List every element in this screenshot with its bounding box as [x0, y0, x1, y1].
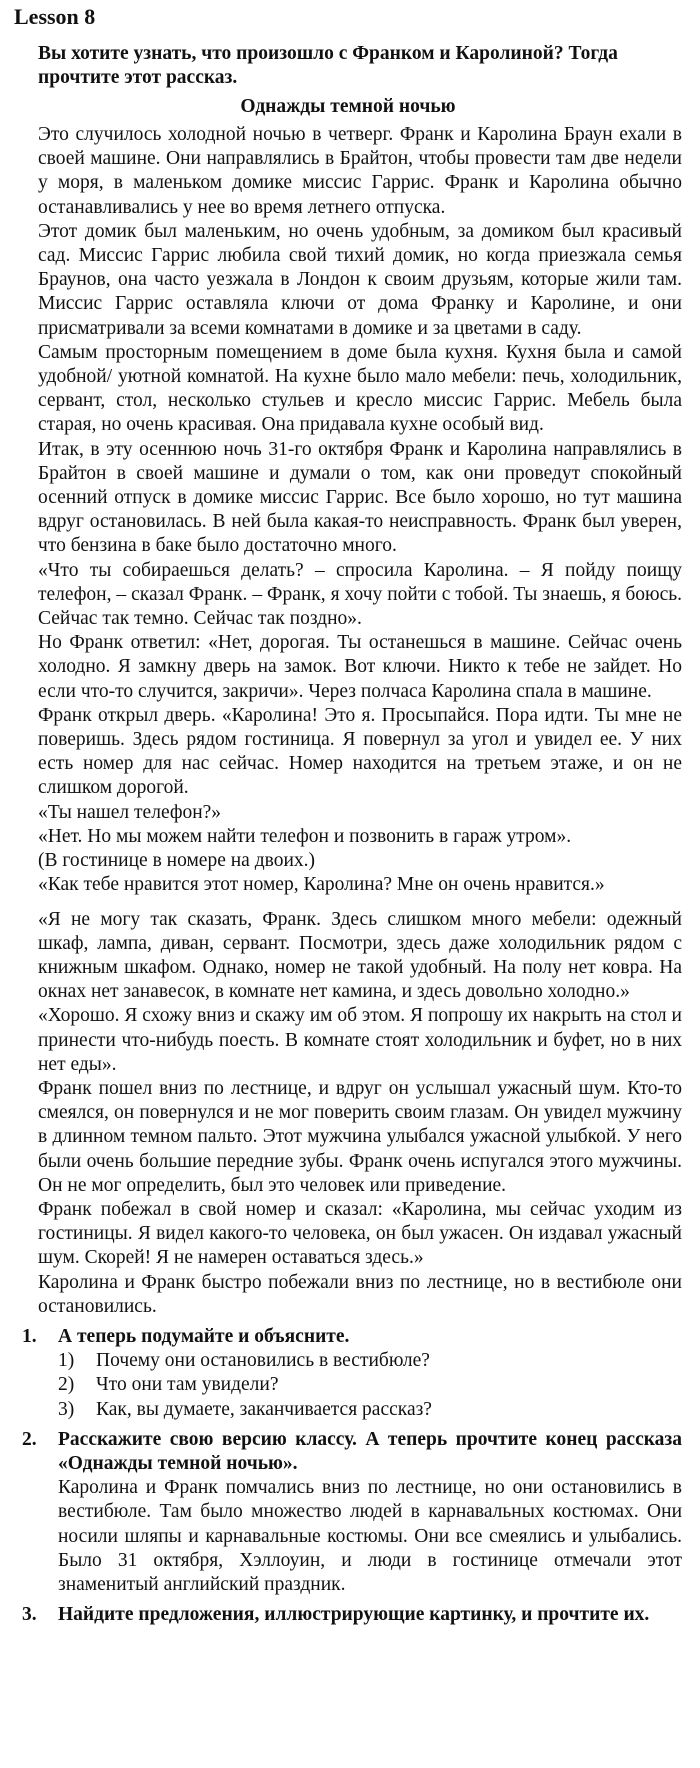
story-title: Однажды темной ночью	[240, 96, 456, 117]
exercise-heading: А теперь подумайте и объясните.	[58, 1325, 350, 1347]
story-paragraph: Этот домик был маленьким, но очень удобным, за домиком был красивый сад. Миссис Гаррис любила свой тихий домик, но когда приезжала семья Браунов, она часто уезжала в Лондон к своим друзьям, которые жили там. Миссис Гаррис оставляла ключи от дома Франку и Каролине, и они присматривали за всеми комнатами в домике и за цветами в саду.	[38, 220, 682, 339]
exercise-1	[14, 1325, 682, 1422]
story-paragraph: «Ты нашел телефон?»	[38, 801, 222, 823]
question-item	[58, 1398, 682, 1422]
story-paragraph: «Что ты собираешься делать? – спросила Каролина. – Я пойду поищу телефон, – сказал Франк. – Франк, я хочу пойти с тобой. Ты знаешь, я боюсь. Сейчас так темно. Сейчас так поздно».	[38, 559, 682, 630]
question-text: Как, вы думаете, заканчивается рассказ?	[96, 1398, 432, 1420]
exercise-number: 3.	[22, 1604, 37, 1626]
question-text: Почему они остановились в вестибюле?	[96, 1350, 430, 1372]
exercise-number: 1.	[22, 1325, 37, 1347]
story-paragraph: «Хорошо. Я схожу вниз и скажу им об этом. Я попрошу их накрыть на стол и принести что-нибудь поесть. В комнате стоят холодильник и буфет, но в них нет еды».	[38, 1005, 682, 1075]
exercise-number: 2.	[22, 1428, 37, 1450]
question-item	[58, 1349, 682, 1373]
story-paragraph: Итак, в эту осеннюю ночь 31-го октября Франк и Каролина направлялись в Брайтон в своей машине и думали о том, как они проведут спокойный осенний отпуск в домике миссис Гаррис. Все было хорошо, но тут машина вдруг остановилась. В ней была какая-то неисправность. Франк был уверен, что бензина в баке было достаточно много.	[38, 438, 682, 557]
story-paragraph: Франк побежал в свой номер и сказал: «Каролина, мы сейчас уходим из гостиницы. Я видел какого-то человека, он был ужасен. Он издавал ужасный шум. Скорей! Я не намерен оставаться здесь.»	[38, 1198, 682, 1269]
story-paragraph: Франк пошел вниз по лестнице, и вдруг он услышал ужасный шум. Кто-то смеялся, он повернулся и не мог поверить своим глазам. Он увидел мужчину в длинном темном пальто. Этот мужчина улыбался ужасной улыбкой. У него были очень большие передние зубы. Франк очень испугался этого мужчины. Он не мог определить, был это человек или приведение.	[38, 1077, 682, 1196]
story-text	[14, 123, 682, 1319]
story-paragraph: (В гостинице в номере на двоих.)	[38, 850, 316, 872]
story-paragraph: Франк открыл дверь. «Каролина! Это я. Просыпайся. Пора идти. Ты мне не поверишь. Здесь рядом гостиница. Я повернул за угол и увидел ее. У них есть номер для нас сейчас. Номер находится на третьем этаже, и он не слишком дорогой.	[38, 704, 682, 799]
story-paragraph: Это случилось холодной ночью в четверг. Франк и Каролина Браун ехали в своей машине. Они направлялись в Брайтон, чтобы провести там две недели у моря, в маленьком домике миссис Гаррис. Франк и Каролина обычно останавливались у нее во время летнего отпуска.	[38, 124, 682, 218]
story-paragraph: «Я не могу так сказать, Франк. Здесь слишком много мебели: одежный шкаф, лампа, диван, сервант. Посмотри, здесь даже холодильник рядом с книжным шкафом. Однако, номер не такой удобный. На полу нет ковра. На окнах нет занавесок, в комнате нет камина, и здесь довольно холодно.»	[38, 908, 682, 1003]
question-text: Что они там увидели?	[96, 1374, 279, 1396]
story-paragraph: «Нет. Но мы можем найти телефон и позвонить в гараж утром».	[38, 825, 572, 847]
exercise-heading: Расскажите свою версию классу. А теперь прочтите конец рассказа «Однажды темной ночью».	[58, 1428, 682, 1474]
intro-instruction: Вы хотите узнать, что произошло с Франком и Каролиной? Тогда прочтите этот рассказ.	[38, 43, 618, 88]
story-paragraph: Но Франк ответил: «Нет, дорогая. Ты останешься в машине. Сейчас очень холодно. Я замкну дверь на замок. Вот ключи. Никто к тебе не зайдет. Но если что-то случится, закричи». Через полчаса Каролина спала в машине.	[38, 632, 682, 702]
story-paragraph: «Как тебе нравится этот номер, Каролина? Мне он очень нравится.»	[38, 874, 605, 896]
story-paragraph: Каролина и Франк быстро побежали вниз по лестнице, но в вестибюле они остановились.	[38, 1271, 682, 1317]
question-number: 2)	[58, 1374, 75, 1396]
story-ending-text: Каролина и Франк помчались вниз по лестнице, но они остановились в вестибюле. Там было множество людей в карнавальных костюмах. Они носили шляпы и карнавальные костюмы. Они все смеялись и улыбались. Было 31 октября, Хэллоуин, и люди в гостинице отмечали этот знаменитый английский праздник.	[58, 1477, 682, 1595]
lesson-label: Lesson 8	[14, 4, 96, 29]
question-number: 3)	[58, 1398, 75, 1420]
question-item	[58, 1373, 682, 1397]
exercise-heading: Найдите предложения, иллюстрирующие картинку, и прочтите их.	[58, 1604, 650, 1626]
exercise-3	[14, 1603, 682, 1627]
question-number: 1)	[58, 1350, 75, 1372]
exercise-list	[14, 1325, 682, 1627]
story-paragraph: Самым просторным помещением в доме была кухня. Кухня была и самой удобной/ уютной комнатой. На кухне было мало мебели: печь, холодильник, сервант, стол, несколько стульев и кресло миссис Гаррис. Мебель была старая, но очень красивая. Она придавала кухне особый вид.	[38, 341, 682, 436]
exercise-2	[14, 1428, 682, 1597]
question-list	[58, 1349, 682, 1422]
